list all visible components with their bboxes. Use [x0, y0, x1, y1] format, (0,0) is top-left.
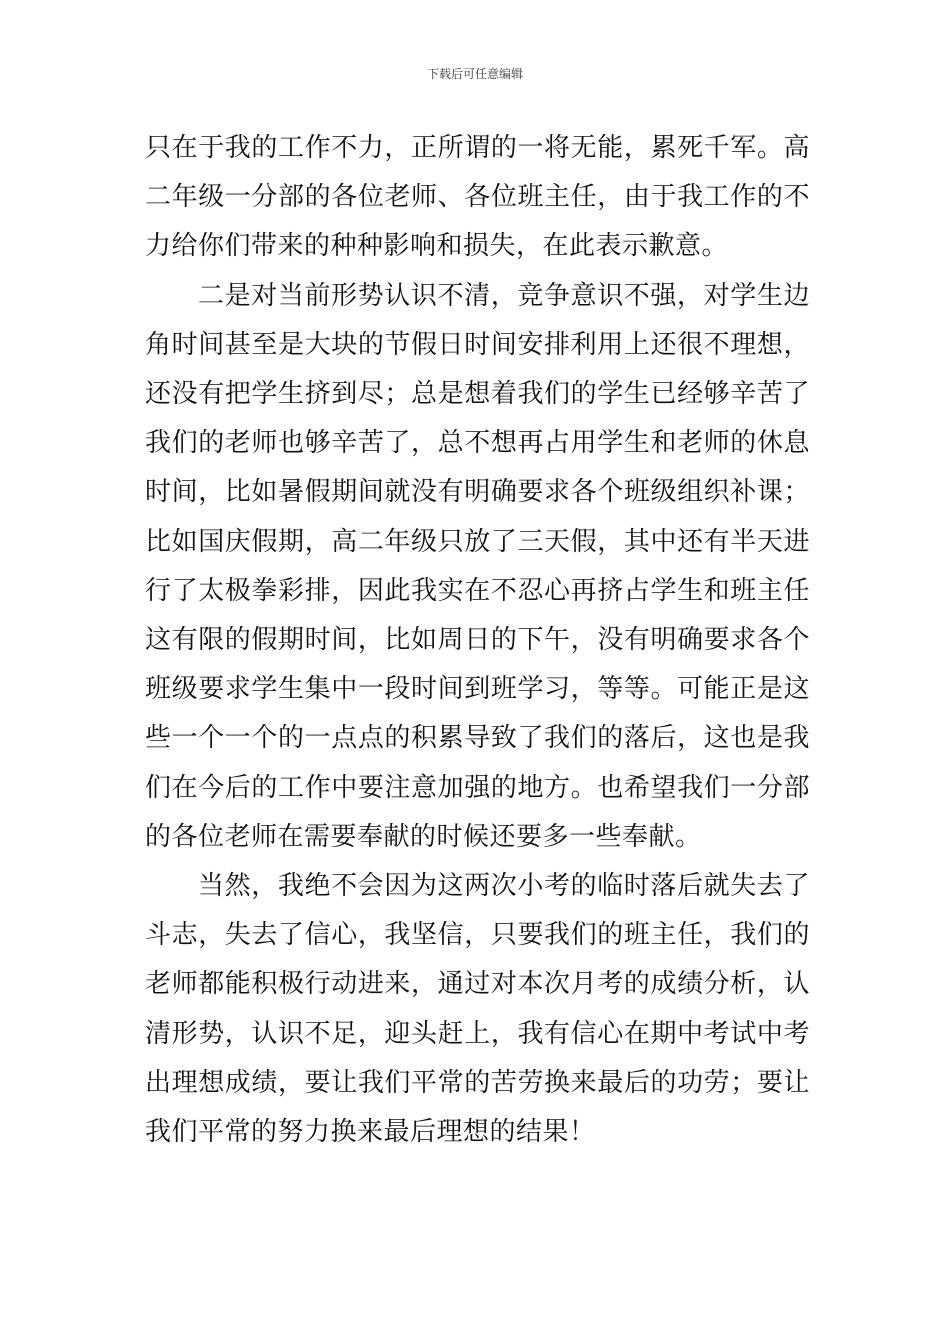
paragraph-3: 当然，我绝不会因为这两次小考的临时落后就失去了斗志，失去了信心，我坚信，只要我们的班主任，我们的老师都能积极行动进来，通过对本次月考的成绩分析，认清形势，认识不足，迎头赶上，我有信心在期中考试中考出理想成绩，要让我们平常的苦劳换来最后的功劳；要让我们平常的努力换来最后理想的结果！ [145, 871, 810, 1148]
page-header: 下载后可任意编辑 [426, 67, 523, 81]
paragraph-2: 二是对当前形势认识不清，竞争意识不强，对学生边角时间甚至是大块的节假日时间安排利用上还很不理想，还没有把学生挤到尽；总是想着我们的学生已经够辛苦了我们的老师也够辛苦了，总不想再占用学生和老师的休息时间，比如暑假期间就没有明确要求各个班级组织补课；比如国庆假期，高二年级只放了三天假，其中还有半天进行了太极拳彩排，因此我实在不忍心再挤占学生和班主任这有限的假期时间，比如周日的下午，没有明确要求各个班级要求学生集中一段时间到班学习，等等。可能正是这些一个一个的一点点的积累导致了我们的落后，这也是我们在今后的工作中要注意加强的地方。也希望我们一分部的各位老师在需要奉献的时候还要多一些奉献。 [145, 280, 810, 852]
paragraph-1: 只在于我的工作不力，正所谓的一将无能，累死千军。高二年级一分部的各位老师、各位班主任，由于我工作的不力给你们带来的种种影响和损失，在此表示歉意。 [145, 133, 810, 262]
body-text [145, 124, 810, 1157]
